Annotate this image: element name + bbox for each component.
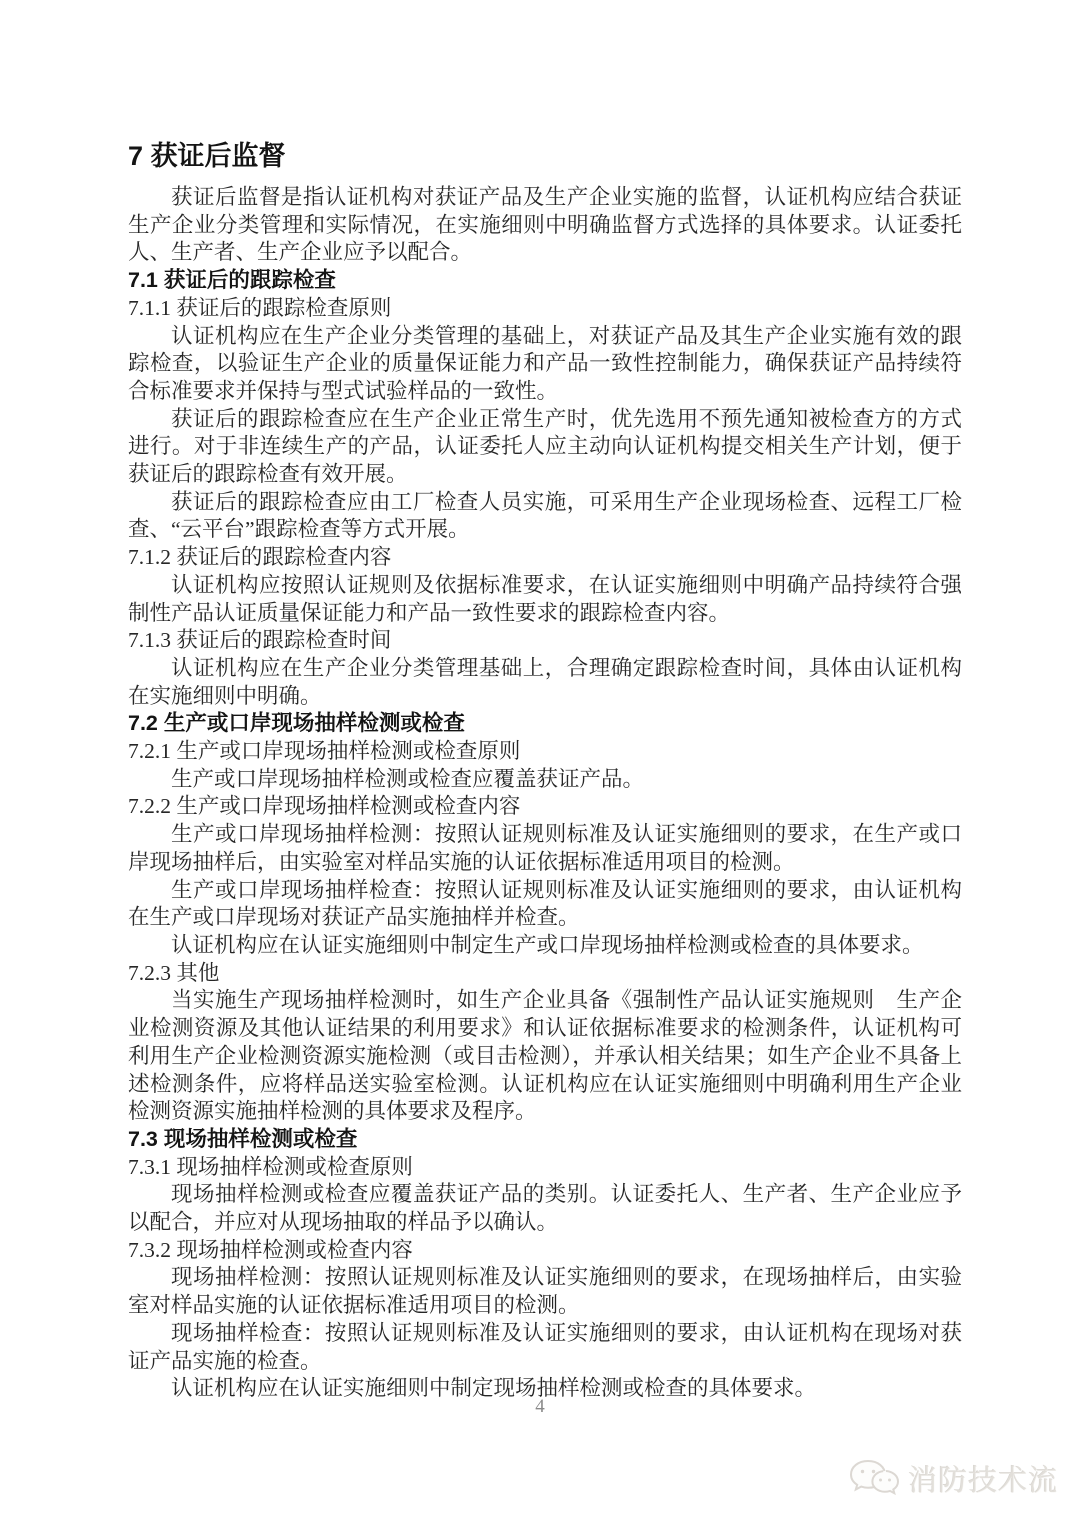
clause-heading: 7.2.1 生产或口岸现场抽样检测或检查原则 — [128, 739, 521, 764]
wechat-icon — [848, 1457, 900, 1499]
paragraph: 认证机构应按照认证规则及依据标准要求，在认证实施细则中明确产品持续符合强制性产品认证质量保证能力和产品一致性要求的跟踪检查内容。 — [128, 572, 962, 625]
paragraph: 当实施生产现场抽样检测时，如生产企业具备《强制性产品认证实施规则 生产企业检测资源及其他认证结果的利用要求》和认证依据标准要求的检测条件，认证机构可利用生产企业检测资源实施检测（或目击检测），并承认相关结果；如生产企业不具备上述检测条件，应将样品送实验室检测。认证机构应在认证实施细则中明确利用生产企业检测资源实施抽样检测的具体要求及程序。 — [128, 988, 962, 1124]
paragraph: 认证机构应在认证实施细则中制定生产或口岸现场抽样检测或检查的具体要求。 — [171, 932, 924, 957]
paragraph: 现场抽样检测：按照认证规则标准及认证实施细则的要求，在现场抽样后，由实验室对样品实施的认证依据标准适用项目的检测。 — [128, 1265, 962, 1318]
clause-heading: 7.3.2 现场抽样检测或检查内容 — [128, 1237, 413, 1262]
clause-heading: 7.2.2 生产或口岸现场抽样检测或检查内容 — [128, 794, 521, 819]
clause-heading: 7.1.3 获证后的跟踪检查时间 — [128, 628, 392, 653]
watermark-text: 消防技术流 — [907, 1464, 1058, 1497]
paragraph: 认证机构应在认证实施细则中制定现场抽样检测或检查的具体要求。 — [171, 1376, 817, 1401]
paragraph: 获证后监督是指认证机构对获证产品及生产企业实施的监督，认证机构应结合获证生产企业分类管理和实际情况，在实施细则中明确监督方式选择的具体要求。认证委托人、生产者、生产企业应予以配合。 — [128, 185, 962, 265]
subsection-heading: 7.3 现场抽样检测或检查 — [128, 1126, 358, 1151]
watermark — [848, 1457, 1058, 1499]
paragraph: 认证机构应在生产企业分类管理基础上，合理确定跟踪检查时间，具体由认证机构在实施细则中明确。 — [128, 655, 962, 708]
paragraph: 生产或口岸现场抽样检查：按照认证规则标准及认证实施细则的要求，由认证机构在生产或口岸现场对获证产品实施抽样并检查。 — [128, 877, 962, 930]
paragraph: 生产或口岸现场抽样检测：按照认证规则标准及认证实施细则的要求，在生产或口岸现场抽样后，由实验室对样品实施的认证依据标准适用项目的检测。 — [128, 822, 962, 874]
paragraph: 获证后的跟踪检查应在生产企业正常生产时，优先选用不预先通知被检查方的方式进行。对于非连续生产的产品，认证委托人应主动向认证机构提交相关生产计划，便于获证后的跟踪检查有效开展。 — [128, 406, 962, 487]
paragraph: 生产或口岸现场抽样检测或检查应覆盖获证产品。 — [171, 766, 645, 791]
paragraph: 获证后的跟踪检查应由工厂检查人员实施，可采用生产企业现场检查、远程工厂检查、“云平台”跟踪检查等方式开展。 — [128, 489, 962, 542]
paragraph: 现场抽样检测或检查应覆盖获证产品的类别。认证委托人、生产者、生产企业应予以配合，并应对从现场抽取的样品予以确认。 — [128, 1182, 962, 1235]
document-body — [128, 138, 962, 1403]
section-heading: 7 获证后监督 — [128, 141, 286, 171]
clause-heading: 7.2.3 其他 — [128, 960, 220, 985]
page-number: 4 — [535, 1396, 545, 1417]
paragraph: 现场抽样检查：按照认证规则标准及认证实施细则的要求，由认证机构在现场对获证产品实施的检查。 — [128, 1320, 962, 1373]
clause-heading: 7.1.1 获证后的跟踪检查原则 — [128, 295, 392, 320]
subsection-heading: 7.1 获证后的跟踪检查 — [128, 268, 336, 293]
paragraph: 认证机构应在生产企业分类管理的基础上，对获证产品及其生产企业实施有效的跟踪检查，以验证生产企业的质量保证能力和产品一致性控制能力，确保获证产品持续符合标准要求并保持与型式试验样品的一致性。 — [128, 323, 962, 403]
clause-heading: 7.1.2 获证后的跟踪检查内容 — [128, 545, 392, 570]
subsection-heading: 7.2 生产或口岸现场抽样检测或检查 — [128, 711, 465, 736]
clause-heading: 7.3.1 现场抽样检测或检查原则 — [128, 1154, 413, 1179]
